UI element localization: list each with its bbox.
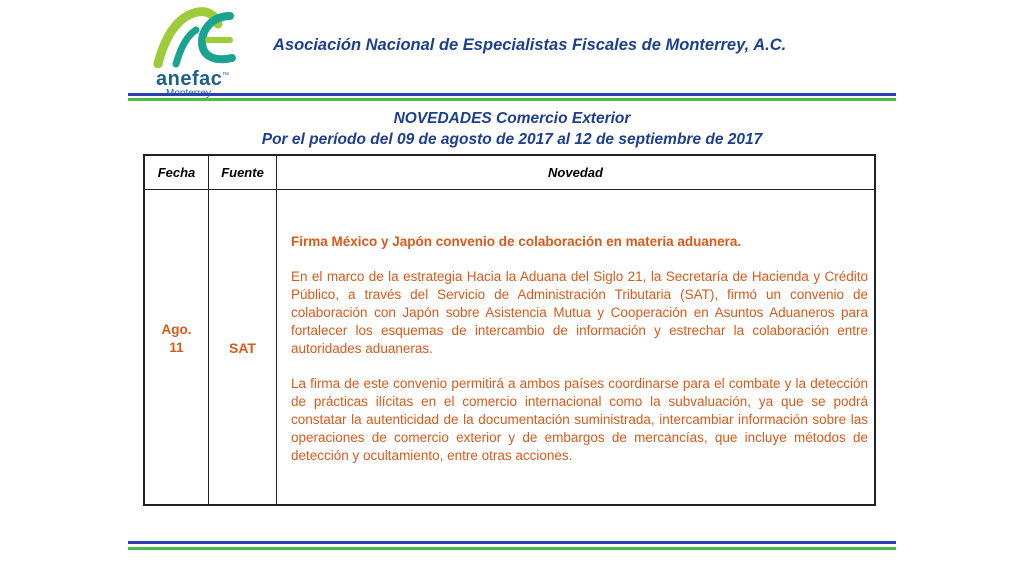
- date-month: Ago.: [161, 322, 192, 337]
- anefac-logo: [150, 6, 240, 98]
- footer-rule-green: [128, 547, 896, 550]
- news-table: [143, 154, 876, 506]
- table-cell-news: [291, 233, 868, 482]
- news-paragraph: La firma de este convenio permitirá a ambos países coordinarse para el combate y la detección de prácticas ilícitas en el comercio internacional como la subvaluación, ya que se podrá constatar la autenticidad de la documentación suministrada, intercambiar información sobre las operaciones de comercio exterior y de embargos de mercancías, que incluye métodos de detección y ocultamiento, entre otras acciones.: [291, 376, 868, 463]
- logo-trademark: ™: [222, 72, 229, 79]
- date-day: 11: [169, 340, 184, 355]
- document-period: Por el período del 09 de agosto de 2017 al 12 de septiembre de 2017: [261, 131, 763, 148]
- column-divider: [208, 156, 209, 504]
- header-rule-green: [128, 98, 896, 101]
- column-divider: [276, 156, 277, 504]
- document-title: NOVEDADES Comercio Exterior: [393, 110, 631, 127]
- table-cell-date: [145, 321, 208, 357]
- header-rule-blue: [128, 93, 896, 96]
- column-header-source: Fuente: [221, 165, 264, 180]
- column-header-news: Novedad: [548, 165, 603, 180]
- organization-title: Asociación Nacional de Especialistas Fiscales de Monterrey, A.C.: [273, 36, 787, 54]
- logo-wordmark: anefac: [156, 68, 223, 90]
- footer-rule-blue: [128, 541, 896, 544]
- table-cell-source: SAT: [229, 340, 256, 356]
- anefac-logo-mark-icon: [150, 6, 240, 68]
- column-header-date: Fecha: [157, 165, 196, 180]
- header-divider: [145, 189, 874, 190]
- news-paragraph: En el marco de la estrategia Hacia la Aduana del Siglo 21, la Secretaría de Hacienda y Crédito Público, a través del Servicio de Administración Tributaria (SAT), firmó un convenio de colaboración con Japón sobre Asistencia Mutua y Cooperación en Asuntos Aduaneros para fortalecer los esquemas de intercambio de información y estrechar la colaboración entre autoridades aduaneras.: [291, 269, 868, 356]
- news-headline: Firma México y Japón convenio de colaboración en materia aduanera.: [291, 234, 742, 249]
